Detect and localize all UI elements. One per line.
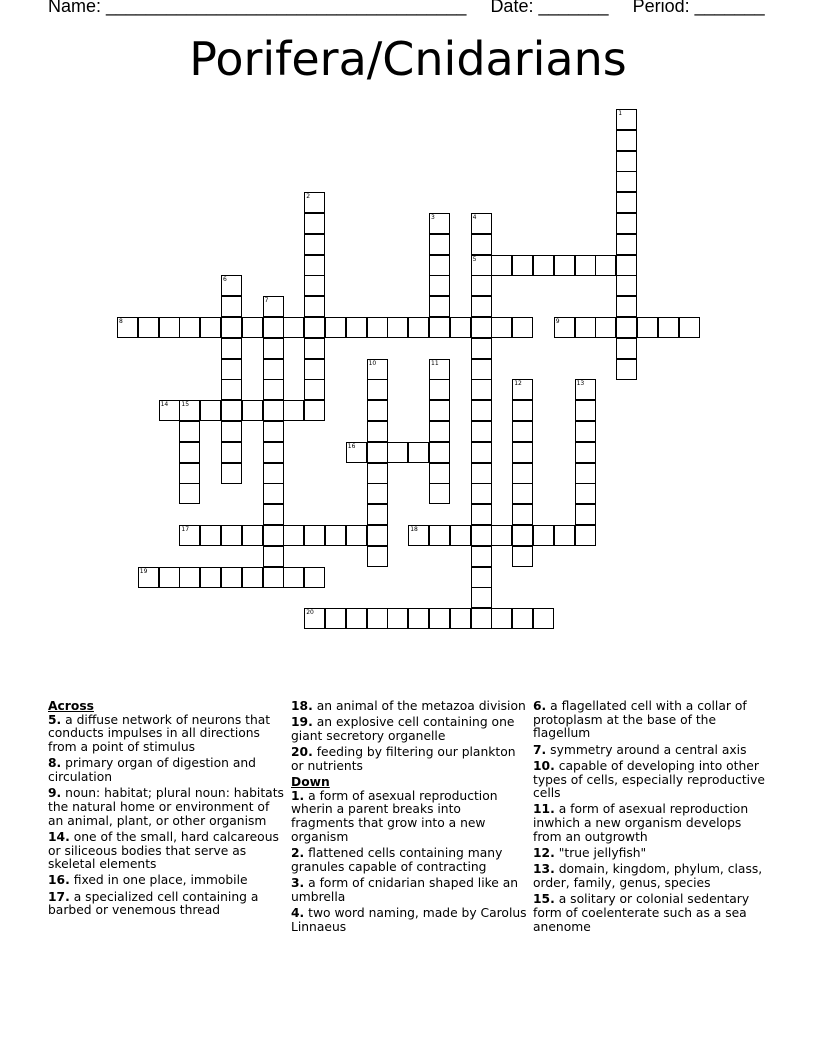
grid-cell[interactable] (304, 379, 325, 400)
grid-cell[interactable] (429, 608, 450, 629)
section-heading-across: Across (48, 699, 94, 713)
clue (533, 803, 769, 844)
grid-cell[interactable] (616, 213, 637, 234)
grid-cell[interactable] (616, 275, 637, 296)
grid-cell[interactable] (471, 275, 492, 296)
page-title: Porifera/Cnidarians (189, 32, 627, 86)
grid-cell[interactable] (304, 213, 325, 234)
clue-text: "true jellyfish" (558, 846, 647, 861)
clue (291, 847, 527, 874)
grid-cell[interactable] (221, 525, 242, 546)
grid-cell[interactable] (346, 442, 367, 463)
grid-cell[interactable] (263, 525, 284, 546)
grid-cell[interactable] (512, 379, 533, 400)
clue-number: 8. (48, 756, 62, 771)
grid-cell[interactable] (263, 421, 284, 442)
clue-number: 10. (533, 758, 555, 773)
grid-cell[interactable] (471, 483, 492, 504)
clue (533, 760, 769, 801)
grid-cell[interactable] (304, 255, 325, 276)
grid-cell[interactable] (554, 255, 575, 276)
grid-cell[interactable] (512, 255, 533, 276)
grid-cell[interactable] (263, 483, 284, 504)
grid-cell[interactable] (367, 483, 388, 504)
clue-text: noun: habitat; plural noun: habitats the natural home or environment of an animal, plant, or other organism (48, 786, 284, 828)
grid-cell[interactable] (263, 338, 284, 359)
grid-cell[interactable] (221, 442, 242, 463)
clue-number: 17. (48, 889, 70, 904)
grid-cell[interactable] (179, 483, 200, 504)
grid-cell[interactable] (325, 525, 346, 546)
clue-number: 6 (223, 276, 227, 284)
clue-number: 2. (291, 846, 305, 861)
clue-text: domain, kingdom, phylum, class, order, family, genus, species (533, 862, 763, 890)
grid-cell[interactable] (221, 359, 242, 380)
grid-cell[interactable] (471, 608, 492, 629)
grid-cell[interactable] (429, 317, 450, 338)
grid-cell[interactable] (512, 317, 533, 338)
name-field[interactable]: Name: ____________________________________ (48, 0, 467, 16)
clue-number: 17 (181, 526, 190, 533)
grid-cell[interactable] (200, 567, 221, 588)
grid-cell[interactable] (179, 421, 200, 442)
clue-number: 6. (533, 699, 547, 713)
grid-cell[interactable] (325, 608, 346, 629)
grid-cell[interactable] (512, 463, 533, 484)
clue-text: capable of developing into other types of cells, especially reproductive cells (533, 758, 765, 801)
grid-cell[interactable] (179, 317, 200, 338)
grid-cell[interactable] (554, 317, 575, 338)
grid-cell[interactable] (304, 296, 325, 317)
grid-cell[interactable] (159, 400, 180, 421)
grid-cell[interactable] (367, 463, 388, 484)
grid-cell[interactable] (471, 567, 492, 588)
grid-cell[interactable] (575, 255, 596, 276)
grid-cell[interactable] (616, 255, 637, 276)
grid-cell[interactable] (408, 317, 429, 338)
grid-cell[interactable] (450, 608, 471, 629)
clue-number: 13 (576, 380, 585, 388)
grid-cell[interactable] (367, 525, 388, 546)
grid-cell[interactable] (367, 504, 388, 525)
grid-cell[interactable] (117, 317, 138, 338)
grid-cell[interactable] (159, 317, 180, 338)
grid-cell[interactable] (429, 359, 450, 380)
clue-number: 9. (48, 786, 62, 801)
grid-cell[interactable] (658, 317, 679, 338)
grid-cell[interactable] (263, 359, 284, 380)
clue (533, 744, 769, 758)
grid-cell[interactable] (387, 608, 408, 629)
clue-text: one of the small, hard calcareous or siliceous bodies that serve as skeletal elements (48, 829, 279, 872)
clue-number: 14 (160, 401, 169, 409)
grid-cell[interactable] (367, 608, 388, 629)
clue-number: 18 (410, 526, 418, 533)
grid-cell[interactable] (221, 463, 242, 484)
grid-cell[interactable] (263, 567, 284, 588)
grid-cell[interactable] (408, 525, 429, 546)
grid-cell[interactable] (346, 608, 367, 629)
clue-text: flattened cells containing many granules capable of contracting (291, 846, 503, 874)
grid-cell[interactable] (263, 504, 284, 525)
grid-cell[interactable] (367, 442, 388, 463)
clue-number: 16. (48, 873, 70, 888)
clue-number: 4. (291, 905, 305, 920)
grid-cell[interactable] (159, 567, 180, 588)
clue (48, 787, 284, 828)
grid-cell[interactable] (221, 400, 242, 421)
grid-cell[interactable] (512, 546, 533, 567)
grid-cell[interactable] (616, 317, 637, 338)
grid-cell[interactable] (471, 400, 492, 421)
clue-number: 18. (291, 699, 313, 713)
grid-cell[interactable] (179, 463, 200, 484)
grid-cell[interactable] (450, 525, 471, 546)
clue-number: 7. (533, 742, 547, 757)
grid-cell[interactable] (575, 483, 596, 504)
grid-cell[interactable] (263, 400, 284, 421)
grid-cell[interactable] (304, 317, 325, 338)
clue (533, 863, 769, 890)
grid-cell[interactable] (429, 234, 450, 255)
grid-cell[interactable] (575, 442, 596, 463)
clue (533, 893, 769, 934)
clue (291, 907, 527, 934)
grid-cell[interactable] (616, 192, 637, 213)
clue (291, 790, 527, 845)
grid-cell[interactable] (179, 525, 200, 546)
grid-cell[interactable] (512, 421, 533, 442)
clue-text: a diffuse network of neurons that conducts impulses in all directions from a point of stimulus (48, 712, 271, 755)
clue-number: 13. (533, 862, 555, 877)
grid-cell[interactable] (616, 234, 637, 255)
clue-number: 19. (291, 715, 313, 730)
grid-cell[interactable] (471, 255, 492, 276)
grid-cell[interactable] (575, 504, 596, 525)
clue-number: 3. (291, 875, 305, 890)
grid-cell[interactable] (679, 317, 700, 338)
grid-cell[interactable] (242, 567, 263, 588)
grid-cell[interactable] (429, 275, 450, 296)
clue-column-3 (533, 700, 769, 937)
grid-cell[interactable] (512, 525, 533, 546)
grid-cell[interactable] (304, 192, 325, 213)
clue-number: 8 (119, 318, 123, 325)
grid-cell[interactable] (471, 587, 492, 608)
grid-cell[interactable] (138, 567, 159, 588)
grid-cell[interactable] (283, 317, 304, 338)
clue-text: a solitary or colonial sedentary form of coelenterate such as a sea anenome (533, 892, 750, 934)
grid-cell[interactable] (179, 400, 200, 421)
clue-number: 16 (347, 442, 356, 450)
grid-cell[interactable] (616, 130, 637, 151)
grid-cell[interactable] (346, 525, 367, 546)
clue (48, 874, 284, 888)
grid-cell[interactable] (304, 567, 325, 588)
grid-cell[interactable] (263, 379, 284, 400)
grid-cell[interactable] (138, 317, 159, 338)
grid-cell[interactable] (512, 442, 533, 463)
grid-cell[interactable] (575, 525, 596, 546)
grid-cell[interactable] (471, 359, 492, 380)
period-field[interactable]: Period: _______ (632, 0, 765, 16)
grid-cell[interactable] (221, 338, 242, 359)
grid-cell[interactable] (512, 400, 533, 421)
grid-cell[interactable] (367, 546, 388, 567)
clue-text: a specialized cell containing a barbed or venemous thread (48, 889, 259, 918)
grid-cell[interactable] (429, 213, 450, 234)
clue (533, 847, 769, 861)
grid-cell[interactable] (512, 608, 533, 629)
grid-cell[interactable] (575, 463, 596, 484)
clue-number: 12. (533, 846, 555, 861)
grid-cell[interactable] (221, 421, 242, 442)
grid-cell[interactable] (263, 442, 284, 463)
clue (48, 757, 284, 784)
grid-cell[interactable] (471, 338, 492, 359)
clue (291, 877, 527, 904)
grid-cell[interactable] (512, 504, 533, 525)
clue-text: an explosive cell containing one giant secretory organelle (291, 715, 515, 743)
grid-cell[interactable] (471, 234, 492, 255)
clue-text: primary organ of digestion and circulation (48, 756, 256, 785)
grid-cell[interactable] (304, 400, 325, 421)
clue-number: 2 (306, 193, 311, 201)
grid-cell[interactable] (367, 317, 388, 338)
grid-cell[interactable] (221, 296, 242, 317)
grid-cell[interactable] (616, 109, 637, 130)
grid-cell[interactable] (616, 359, 637, 380)
grid-cell[interactable] (471, 442, 492, 463)
grid-cell[interactable] (471, 463, 492, 484)
grid-cell[interactable] (595, 317, 616, 338)
clue (533, 700, 769, 741)
clue-number: 15 (181, 401, 190, 409)
grid-cell[interactable] (595, 255, 616, 276)
grid-cell[interactable] (533, 255, 554, 276)
grid-cell[interactable] (575, 421, 596, 442)
grid-cell[interactable] (408, 442, 429, 463)
grid-cell[interactable] (533, 525, 554, 546)
grid-cell[interactable] (471, 213, 492, 234)
grid-cell[interactable] (450, 317, 471, 338)
grid-cell[interactable] (304, 234, 325, 255)
clue-number: 19 (139, 567, 148, 575)
clue-number: 5 (472, 255, 477, 263)
grid-cell[interactable] (575, 317, 596, 338)
grid-cell[interactable] (263, 296, 284, 317)
grid-cell[interactable] (200, 317, 221, 338)
clue-number: 9 (555, 318, 560, 325)
grid-cell[interactable] (616, 171, 637, 192)
grid-cell[interactable] (491, 255, 512, 276)
clue-text: a form of asexual reproduction wherin a parent breaks into fragments that grow into a new organism (291, 788, 498, 844)
grid-cell[interactable] (242, 317, 263, 338)
grid-cell[interactable] (367, 379, 388, 400)
grid-cell[interactable] (367, 400, 388, 421)
grid-cell[interactable] (429, 421, 450, 442)
grid-cell[interactable] (179, 442, 200, 463)
grid-cell[interactable] (304, 338, 325, 359)
grid-cell[interactable] (429, 400, 450, 421)
clue-text: symmetry around a central axis (550, 742, 747, 757)
clue-column-1 (48, 700, 284, 921)
clue-number: 1 (618, 110, 623, 117)
clue (291, 700, 527, 714)
clue (48, 831, 284, 872)
date-field[interactable]: Date: _______ (490, 0, 609, 16)
grid-cell[interactable] (346, 317, 367, 338)
grid-cell[interactable] (471, 379, 492, 400)
clue-number: 10 (368, 359, 377, 367)
grid-cell[interactable] (429, 255, 450, 276)
clue-text: two word naming, made by Carolus Linnaeus (291, 905, 527, 934)
grid-cell[interactable] (387, 442, 408, 463)
grid-cell[interactable] (429, 296, 450, 317)
grid-cell[interactable] (304, 359, 325, 380)
grid-cell[interactable] (471, 296, 492, 317)
clue-number: 7 (264, 297, 269, 305)
grid-cell[interactable] (429, 525, 450, 546)
clue-number: 11 (431, 359, 439, 367)
grid-cell[interactable] (367, 421, 388, 442)
clue (291, 716, 527, 743)
grid-cell[interactable] (367, 359, 388, 380)
grid-cell[interactable] (471, 546, 492, 567)
grid-cell[interactable] (471, 504, 492, 525)
clue-text: a form of cnidarian shaped like an umbrella (291, 875, 519, 904)
clue (48, 714, 284, 755)
clue-text: a form of asexual reproduction inwhich a new organism develops from an outgrowth (533, 802, 749, 844)
clue (48, 891, 284, 918)
clue-number: 4 (472, 214, 477, 221)
grid-cell[interactable] (387, 317, 408, 338)
grid-cell[interactable] (408, 608, 429, 629)
grid-cell[interactable] (429, 442, 450, 463)
clue-number: 1. (291, 788, 305, 803)
section-heading-down: Down (291, 775, 330, 790)
grid-cell[interactable] (263, 463, 284, 484)
clue-text: an animal of the metazoa division (316, 699, 526, 713)
grid-cell[interactable] (221, 275, 242, 296)
grid-cell[interactable] (304, 275, 325, 296)
clue-text: fixed in one place, immobile (73, 873, 248, 888)
grid-cell[interactable] (221, 317, 242, 338)
grid-cell[interactable] (242, 525, 263, 546)
clue-number: 5. (48, 712, 62, 727)
grid-cell[interactable] (242, 400, 263, 421)
grid-cell[interactable] (429, 483, 450, 504)
grid-cell[interactable] (554, 525, 575, 546)
clue-number: 12 (514, 380, 522, 388)
clue-number: 14. (48, 829, 70, 844)
grid-cell[interactable] (471, 317, 492, 338)
grid-cell[interactable] (283, 400, 304, 421)
grid-cell[interactable] (512, 483, 533, 504)
grid-cell[interactable] (575, 400, 596, 421)
grid-cell[interactable] (533, 608, 554, 629)
grid-cell[interactable] (471, 525, 492, 546)
clue-number: 11. (533, 802, 555, 817)
grid-cell[interactable] (221, 567, 242, 588)
clue-number: 20 (306, 609, 314, 617)
grid-cell[interactable] (325, 317, 346, 338)
clue-text: feeding by filtering our plankton or nutrients (291, 745, 516, 773)
grid-cell[interactable] (200, 400, 221, 421)
grid-cell[interactable] (263, 317, 284, 338)
grid-cell[interactable] (179, 567, 200, 588)
clue-text: a flagellated cell with a collar of protoplasm at the base of the flagellum (533, 699, 747, 741)
grid-cell[interactable] (471, 421, 492, 442)
grid-cell[interactable] (429, 379, 450, 400)
grid-cell[interactable] (200, 525, 221, 546)
grid-cell[interactable] (221, 379, 242, 400)
clue-number: 15. (533, 892, 555, 907)
grid-cell[interactable] (616, 338, 637, 359)
grid-cell[interactable] (616, 296, 637, 317)
grid-cell[interactable] (429, 463, 450, 484)
grid-cell[interactable] (263, 546, 284, 567)
grid-cell[interactable] (491, 525, 512, 546)
clue-number: 3 (431, 214, 435, 221)
grid-cell[interactable] (491, 608, 512, 629)
grid-cell[interactable] (304, 608, 325, 629)
grid-cell[interactable] (283, 567, 304, 588)
clue-column-2 (291, 700, 527, 937)
grid-cell[interactable] (283, 525, 304, 546)
grid-cell[interactable] (616, 151, 637, 172)
grid-cell[interactable] (304, 525, 325, 546)
clue (291, 746, 527, 773)
grid-cell[interactable] (575, 379, 596, 400)
grid-cell[interactable] (491, 317, 512, 338)
grid-cell[interactable] (637, 317, 658, 338)
clue-number: 20. (291, 745, 313, 760)
